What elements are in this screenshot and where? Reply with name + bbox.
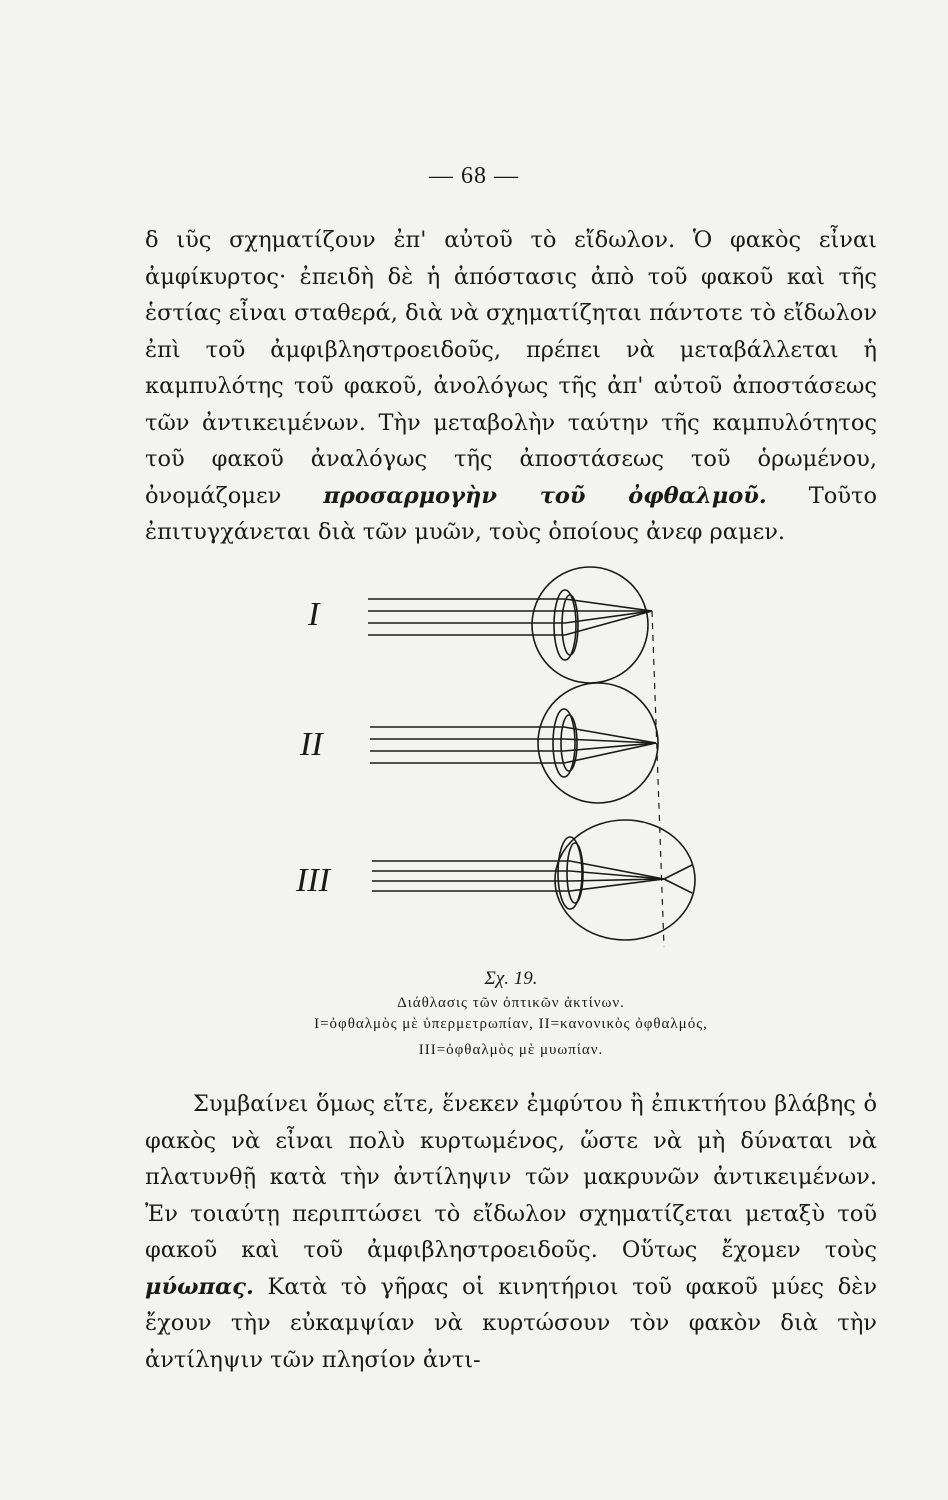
label-normal: II — [300, 726, 323, 763]
label-myopia: III — [296, 862, 330, 899]
figure-caption-title: Σχ. 19. — [484, 968, 538, 989]
eye-refraction-figure — [280, 545, 720, 955]
figure-caption-line-2: I=ὀφθαλμὸς μὲ ὑπερμετρωπίαν, II=κανονικὸς ὀφθαλμός, — [314, 1016, 708, 1032]
page-number: — 68 — — [429, 163, 519, 189]
eye-diagram-hyperopia — [368, 567, 652, 683]
emphasis-myopes: μύωπας. — [145, 1273, 254, 1300]
figure-caption-line-1: Διάθλασις τῶν ὀπτικῶν ἀκτίνων. — [397, 995, 625, 1011]
label-hyperopia: I — [308, 596, 320, 633]
eye-diagram-myopia — [372, 820, 695, 940]
paragraph-2-text: Συμβαίνει ὅμως εἴτε, ἕνεκεν ἐμφύτου ἢ ἐπικτήτου βλάβης ὁ φακὸς νὰ εἶναι πολὺ κυρτωμένος, ὥστε νὰ μὴ δύναται νὰ πλατυνθῇ κατὰ τὴν ἀντίληψιν τῶν μακρυνῶν ἀντικειμένων. Ἐν τοιαύτῃ περιπτώσει τὸ εἴδωλον σχηματίζεται μεταξὺ τοῦ φακοῦ καὶ τοῦ ἀμφιβληστροειδοῦς. Οὕτως ἔχομεν τοὺς — [145, 1091, 877, 1263]
paragraph-2 — [145, 1086, 877, 1378]
figure-caption-line-3: III=ὀφθαλμὸς μὲ μυωπίαν. — [418, 1042, 604, 1058]
paragraph-1-end: Τοῦτο ἐπιτυγχάνεται διὰ τῶν μυῶν, τοὺς ὁποίους ἀνεφ ραμεν. — [145, 482, 878, 545]
emphasis-accommodation: προσαρμογὴν τοῦ ὀφθαλμοῦ. — [323, 482, 767, 509]
eye-diagram-normal — [370, 683, 658, 803]
retina-reference-line — [652, 611, 664, 947]
paragraph-1 — [145, 222, 877, 551]
paragraph-1-text: δ ιῦς σχηματίζουν ἐπ' αὐτοῦ τὸ εἴδωλον. Ὁ φακὸς εἶναι ἀμφίκυρτος· ἐπειδὴ δὲ ἡ ἀπόστασις ἀπὸ τοῦ φακοῦ καὶ τῆς ἑστίας εἶναι σταθερά, διὰ νὰ σχηματίζηται πάντοτε τὸ εἴδωλον ἐπὶ τοῦ ἀμφιβληστροειδοῦς, πρέπει νὰ μεταβάλλεται ἡ καμπυλότης τοῦ φακοῦ, ἀνολόγως τῆς ἀπ' αὐτοῦ ἀποστάσεως τῶν ἀντικειμένων. Τὴν μεταβολὴν ταύτην τῆς καμπυλότητος τοῦ φακοῦ ἀναλόγως τῆς ἀποστάσεως τοῦ ὁρωμένου, ὀνομάζομεν — [145, 227, 877, 509]
paragraph-2-end: Κατὰ τὸ γῆρας οἱ κινητήριοι τοῦ φακοῦ μύες δὲν ἔχουν τὴν εὐκαμψίαν νὰ κυρτώσουν τὸν φακὸν διὰ τὴν ἀντίληψιν τῶν πλησίον ἀντι- — [145, 1273, 878, 1373]
